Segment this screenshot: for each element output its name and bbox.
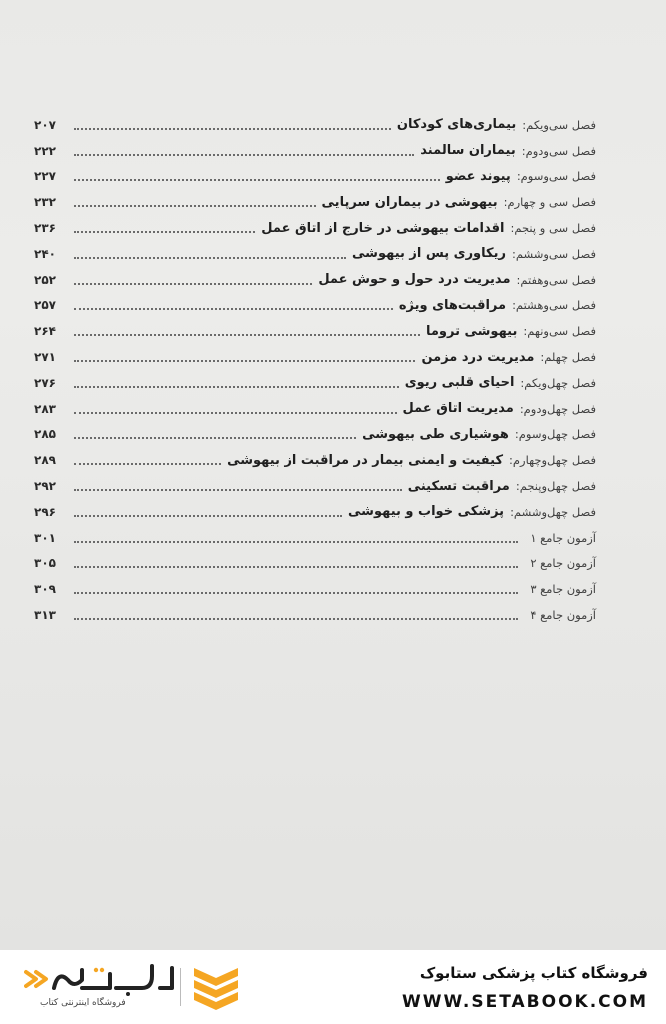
toc-chapter-label: فصل چهل‌وششم: <box>510 504 596 519</box>
toc-chapter-label: فصل چهل‌وپنجم: <box>515 479 596 494</box>
toc-chapter-label: فصل چهل‌ودوم: <box>519 401 596 416</box>
toc-page-number: ۳۰۱ <box>34 530 56 545</box>
toc-row <box>34 396 596 422</box>
logo-divider <box>180 968 181 1006</box>
toc-page-number: ۲۲۷ <box>34 169 56 184</box>
toc-dot-leader <box>74 386 399 388</box>
toc-chapter-title: ریکاوری پس از بیهوشی <box>352 246 506 262</box>
toc-chapter-title: اقدامات بیهوشی در خارج از اتاق عمل <box>261 220 505 236</box>
store-name: فروشگاه کتاب پزشکی ستابوک <box>419 964 648 982</box>
toc-page-number: ۲۹۶ <box>34 504 56 519</box>
toc-row <box>34 473 596 499</box>
toc-dot-leader <box>74 489 402 491</box>
toc-row <box>34 551 596 577</box>
toc-row <box>34 215 596 241</box>
toc-chapter-title: مدیریت اتاق عمل <box>402 401 514 417</box>
toc-chapter-label: آزمون جامع ۱ <box>530 530 596 545</box>
toc-row <box>34 112 596 138</box>
toc-row <box>34 344 596 370</box>
toc-dot-leader <box>74 128 391 130</box>
store-footer <box>0 950 666 1024</box>
toc-dot-leader <box>74 463 221 465</box>
toc-dot-leader <box>74 618 518 620</box>
toc-page-number: ۲۷۱ <box>34 350 56 365</box>
toc-row <box>34 318 596 344</box>
toc-page-number: ۲۹۲ <box>34 479 56 494</box>
toc-chapter-label: فصل چهلم: <box>540 350 596 365</box>
setabook-logo-icon <box>190 964 242 1010</box>
toc-chapter-label: فصل سی و پنجم: <box>510 221 596 236</box>
toc-dot-leader <box>74 179 440 181</box>
toc-dot-leader <box>74 308 393 310</box>
toc-page-number: ۲۸۹ <box>34 453 56 468</box>
toc-row <box>34 241 596 267</box>
toc-chapter-label: فصل سی‌وهفتم: <box>516 272 596 287</box>
toc-row <box>34 447 596 473</box>
toc-row <box>34 370 596 396</box>
toc-chapter-label: فصل چهل‌وسوم: <box>514 427 596 442</box>
toc-chapter-label: آزمون جامع ۲ <box>530 556 596 571</box>
toc-page-number: ۲۳۶ <box>34 221 56 236</box>
toc-page-number: ۳۰۵ <box>34 556 56 571</box>
toc-chapter-title: مدیریت درد مزمن <box>421 349 535 365</box>
toc-page-number: ۲۸۵ <box>34 427 56 442</box>
setabook-wordmark <box>24 962 174 996</box>
toc-dot-leader <box>74 231 255 233</box>
toc-dot-leader <box>74 592 518 594</box>
toc-chapter-label: فصل سی‌ودوم: <box>521 143 596 158</box>
toc-dot-leader <box>74 205 316 207</box>
toc-dot-leader <box>74 334 420 336</box>
toc-row <box>34 422 596 448</box>
toc-chapter-label: فصل سی‌وهشتم: <box>512 298 596 313</box>
toc-chapter-label: فصل سی‌وسوم: <box>516 169 596 184</box>
toc-page-number: ۲۰۷ <box>34 117 56 132</box>
toc-page-number: ۲۶۴ <box>34 324 56 339</box>
toc-chapter-label: فصل سی‌وششم: <box>511 246 596 261</box>
toc-chapter-title: مدیریت درد حول و حوش عمل <box>318 272 511 288</box>
logo-tagline: فروشگاه اینترنتی کتاب <box>40 998 126 1008</box>
toc-dot-leader <box>74 515 342 517</box>
toc-row <box>34 138 596 164</box>
toc-chapter-label: فصل چهل‌ویکم: <box>520 375 596 390</box>
toc-chapter-title: کیفیت و ایمنی بیمار در مراقبت از بیهوشی <box>227 452 504 468</box>
toc-dot-leader <box>74 360 415 362</box>
toc-dot-leader <box>74 412 397 414</box>
toc-page-number: ۲۸۳ <box>34 401 56 416</box>
toc-dot-leader <box>74 437 356 439</box>
toc-chapter-title: پیوند عضو <box>445 168 511 184</box>
toc-chapter-title: احیای قلبی ریوی <box>404 375 515 391</box>
toc-row <box>34 499 596 525</box>
toc-page-number: ۲۷۶ <box>34 375 56 390</box>
toc-chapter-title: بیماری‌های کودکان <box>396 117 517 133</box>
toc-row <box>34 164 596 190</box>
toc-chapter-title: مراقبت تسکینی <box>407 478 510 494</box>
toc-dot-leader <box>74 283 312 285</box>
toc-dot-leader <box>74 257 346 259</box>
toc-page-number: ۳۱۳ <box>34 608 56 623</box>
toc-page-number: ۲۲۲ <box>34 143 56 158</box>
toc-row <box>34 602 596 628</box>
toc-chapter-label: فصل سی و چهارم: <box>503 195 596 210</box>
toc-chapter-label: آزمون جامع ۳ <box>530 582 596 597</box>
toc-chapter-title: پزشکی خواب و بیهوشی <box>348 504 505 520</box>
toc-page-number: ۲۴۰ <box>34 246 56 261</box>
toc-row <box>34 293 596 319</box>
toc-dot-leader <box>74 154 414 156</box>
toc-row <box>34 189 596 215</box>
toc-page-number: ۲۵۷ <box>34 298 56 313</box>
toc-dot-leader <box>74 541 518 543</box>
toc-chapter-label: فصل سی‌ویکم: <box>522 117 596 132</box>
toc-chapter-label: آزمون جامع ۴ <box>530 608 596 623</box>
toc-chapter-title: بیهوشی در بیماران سرپایی <box>321 194 498 210</box>
toc-row <box>34 267 596 293</box>
toc-dot-leader <box>74 566 518 568</box>
toc-page-number: ۲۵۲ <box>34 272 56 287</box>
toc-chapter-label: فصل سی‌ونهم: <box>523 324 596 339</box>
toc-chapter-title: بیهوشی تروما <box>425 323 518 339</box>
toc-row <box>34 576 596 602</box>
store-url[interactable]: WWW.SETABOOK.COM <box>402 992 648 1012</box>
table-of-contents <box>34 112 596 628</box>
toc-chapter-label: فصل چهل‌وچهارم: <box>509 453 596 468</box>
toc-page-number: ۲۳۲ <box>34 195 56 210</box>
toc-chapter-title: بیماران سالمند <box>420 143 516 159</box>
toc-chapter-title: هوشیاری طی بیهوشی <box>362 426 509 442</box>
toc-chapter-title: مراقبت‌های ویژه <box>398 297 507 313</box>
toc-row <box>34 525 596 551</box>
toc-page-number: ۳۰۹ <box>34 582 56 597</box>
